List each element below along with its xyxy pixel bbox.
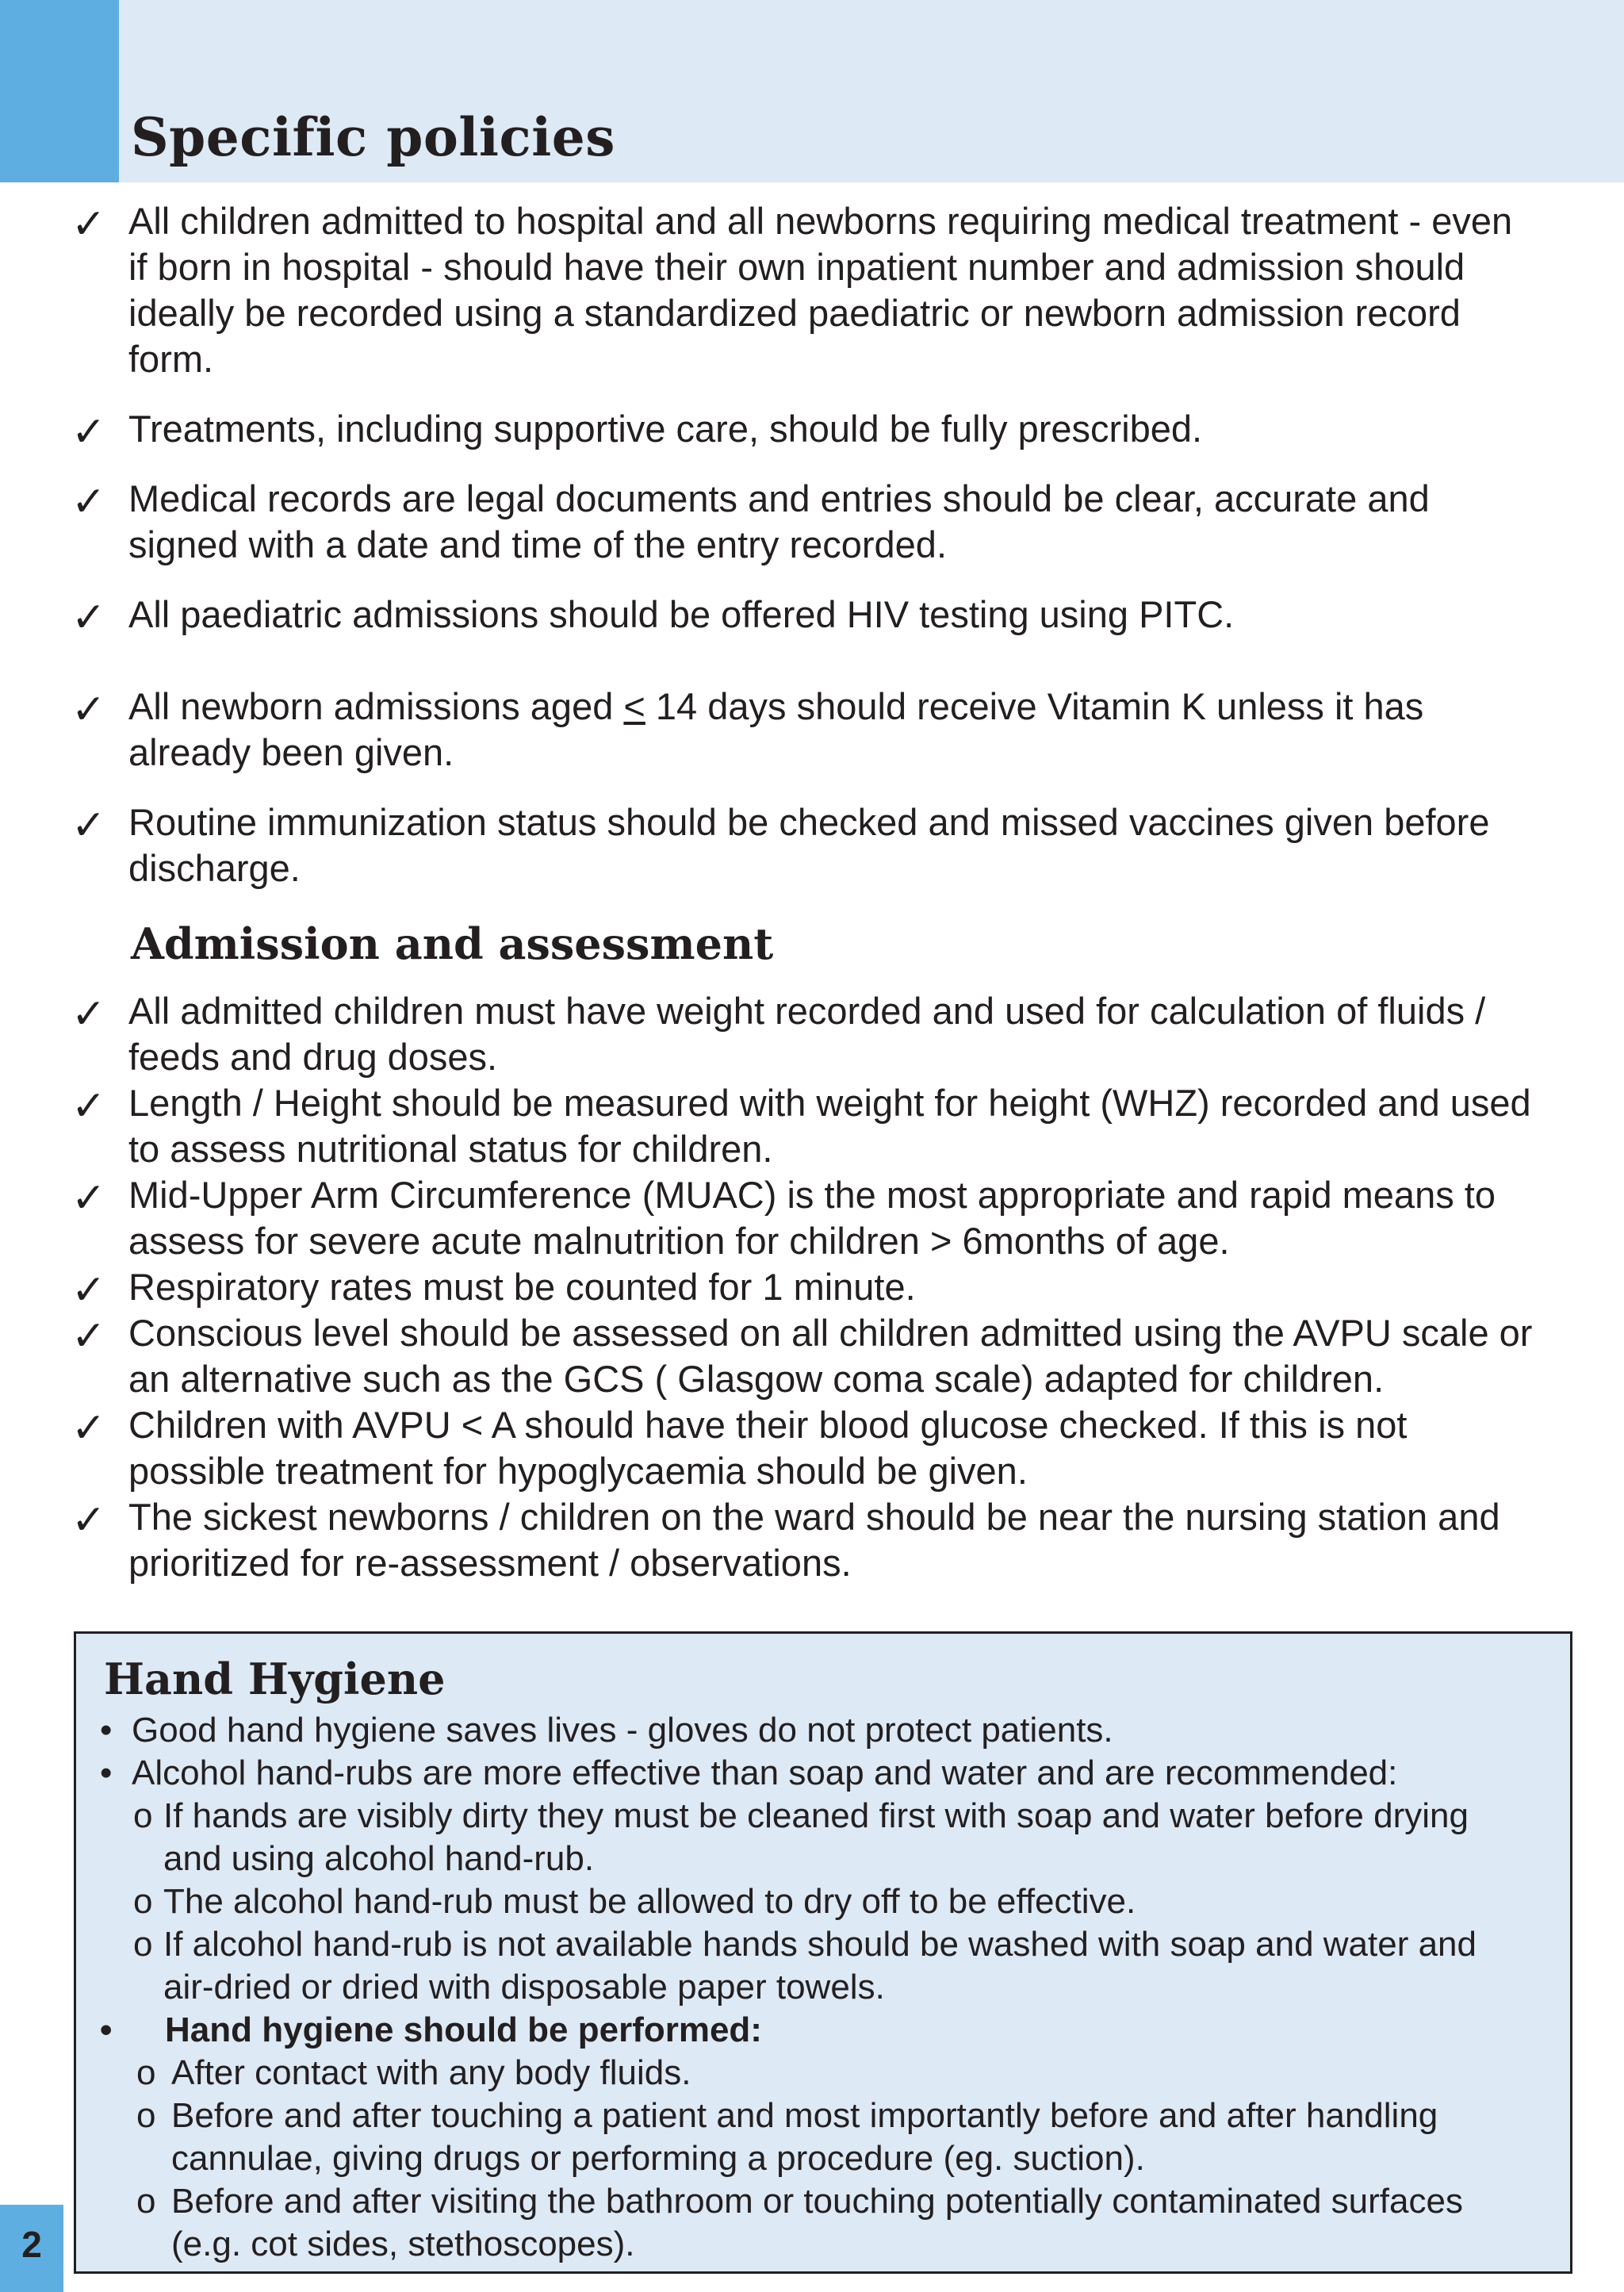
bullet-icon: • bbox=[100, 2010, 113, 2049]
check-icon: ✓ bbox=[71, 1313, 106, 1360]
list-item bbox=[0, 684, 1540, 776]
sub-list-item bbox=[76, 2095, 1535, 2180]
section-title-admission: Admission and assessment bbox=[131, 918, 774, 969]
bullet-icon: • bbox=[100, 1753, 113, 1792]
list-item bbox=[0, 1264, 1540, 1314]
sub-list-item-text: If alcohol hand-rub is not available hands should be washed with soap and water and air-dried or dried with disposable paper towels. bbox=[163, 1925, 1477, 2006]
list-item-text: Respiratory rates must be counted for 1 minute. bbox=[128, 1266, 916, 1308]
list-item bbox=[76, 1709, 1551, 1752]
list-item-text: All paediatric admissions should be offered HIV testing using PITC. bbox=[128, 593, 1235, 635]
page-number: 2 bbox=[21, 2224, 42, 2265]
list-item bbox=[0, 476, 1540, 568]
text-segment: All newborn admissions aged bbox=[128, 685, 624, 727]
list-item-text: Mid-Upper Arm Circumference (MUAC) is the most appropriate and rapid means to assess for severe acute malnutrition for children > 6months of age. bbox=[128, 1174, 1496, 1262]
text-segment: 14 days should receive Vitamin K unless it has already been given. bbox=[128, 685, 1424, 773]
list-item bbox=[0, 988, 1540, 1080]
check-icon: ✓ bbox=[71, 991, 106, 1038]
check-icon: ✓ bbox=[71, 408, 106, 456]
list-item-text: Medical records are legal documents and entries should be clear, accurate and signed with a date and time of the entry recorded. bbox=[128, 477, 1430, 565]
list-item-text: Children with AVPU < A should have their blood glucose checked. If this is not possible treatment for hypoglycaemia should be given. bbox=[128, 1404, 1408, 1492]
check-icon: ✓ bbox=[71, 1497, 106, 1544]
circle-bullet-icon: o bbox=[133, 1882, 153, 1921]
check-icon: ✓ bbox=[71, 802, 106, 849]
hand-hygiene-title: Hand Hygiene bbox=[104, 1654, 446, 1704]
list-item-text: The sickest newborns / children on the ward should be near the nursing station and prioritized for re-assessment / observations. bbox=[128, 1496, 1500, 1584]
list-item bbox=[0, 1494, 1540, 1586]
list-item-text: Alcohol hand-rubs are more effective than soap and water and are recommended: bbox=[132, 1753, 1398, 1792]
sub-list-item-text: Before and after touching a patient and most importantly before and after handling cannulae, giving drugs or performing a procedure (eg. suction). bbox=[171, 2096, 1438, 2178]
sub-list-item bbox=[76, 1795, 1527, 1880]
list-item bbox=[0, 406, 1540, 456]
list-item-text: Conscious level should be assessed on all children admitted using the AVPU scale or an alternative such as the GCS ( Glasgow coma scale) adapted for children. bbox=[128, 1312, 1533, 1400]
check-icon: ✓ bbox=[71, 1405, 106, 1452]
sub-list-item bbox=[76, 1880, 1527, 1923]
check-icon: ✓ bbox=[71, 478, 106, 526]
less-or-equal-symbol: < bbox=[623, 685, 645, 727]
list-item bbox=[76, 2009, 1584, 2052]
list-item bbox=[0, 592, 1540, 642]
specific-policies-list bbox=[0, 198, 1540, 915]
check-icon: ✓ bbox=[71, 1175, 106, 1222]
list-item bbox=[0, 1310, 1540, 1402]
sub-list-item bbox=[76, 2052, 1535, 2095]
sub-list-item-text: After contact with any body fluids. bbox=[171, 2053, 691, 2092]
check-icon: ✓ bbox=[71, 686, 106, 734]
list-item-text: Treatments, including supportive care, should be fully prescribed. bbox=[128, 408, 1203, 450]
header-accent-tab bbox=[0, 0, 119, 182]
list-item-text: All children admitted to hospital and all newborns requiring medical treatment - even if born in hospital - should have their own inpatient number and admission should ideally be recorded using a standardized paediatric or newborn admission record form. bbox=[128, 200, 1513, 380]
list-item-text: Good hand hygiene saves lives - gloves do not protect patients. bbox=[132, 1711, 1113, 1750]
check-icon: ✓ bbox=[71, 1083, 106, 1130]
sub-list-item-text: Before and after visiting the bathroom or touching potentially contaminated surfaces (e.g. cot sides, stethoscopes). bbox=[171, 2182, 1463, 2263]
bullet-icon: • bbox=[100, 1711, 113, 1750]
list-item-text: Length / Height should be measured with weight for height (WHZ) recorded and used to assess nutritional status for children. bbox=[128, 1082, 1531, 1170]
admission-list bbox=[0, 988, 1540, 1586]
check-icon: ✓ bbox=[71, 594, 106, 642]
circle-bullet-icon: o bbox=[133, 1796, 153, 1835]
page-title: Specific policies bbox=[131, 106, 615, 168]
circle-bullet-icon: o bbox=[136, 2182, 156, 2221]
sub-list-item-text: If hands are visibly dirty they must be cleaned first with soap and water before drying and using alcohol hand-rub. bbox=[163, 1796, 1469, 1878]
list-item bbox=[76, 1752, 1551, 1795]
hand-hygiene-list bbox=[76, 1709, 1584, 2266]
list-item bbox=[0, 799, 1540, 891]
sub-list-item bbox=[76, 2180, 1535, 2266]
list-item bbox=[0, 1402, 1540, 1494]
hand-hygiene-box bbox=[74, 1631, 1572, 2274]
circle-bullet-icon: o bbox=[133, 1925, 153, 1964]
check-icon: ✓ bbox=[71, 1267, 106, 1314]
circle-bullet-icon: o bbox=[136, 2096, 156, 2135]
list-item-text bbox=[128, 685, 1423, 773]
list-item bbox=[0, 198, 1540, 382]
check-icon: ✓ bbox=[71, 201, 106, 248]
list-item bbox=[0, 1080, 1540, 1172]
list-item bbox=[0, 1172, 1540, 1264]
sub-list-item bbox=[76, 1923, 1527, 2009]
list-item-text: Routine immunization status should be checked and missed vaccines given before discharge. bbox=[128, 801, 1490, 889]
list-item-text: All admitted children must have weight recorded and used for calculation of fluids / feeds and drug doses. bbox=[128, 990, 1486, 1078]
list-item-text: Hand hygiene should be performed: bbox=[165, 2010, 762, 2049]
circle-bullet-icon: o bbox=[136, 2053, 156, 2092]
sub-list-item-text: The alcohol hand-rub must be allowed to dry off to be effective. bbox=[163, 1882, 1136, 1921]
